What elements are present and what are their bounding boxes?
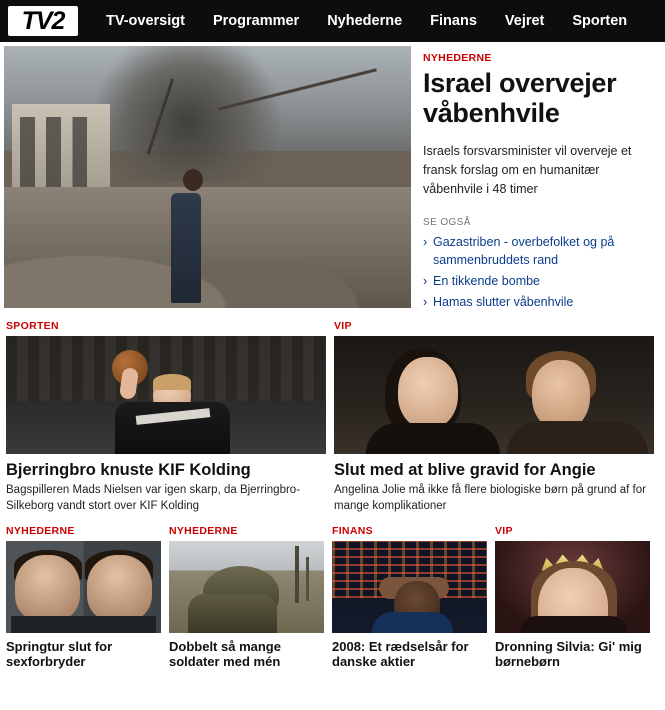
antenna-pole	[295, 546, 299, 603]
story-headline-1[interactable]: Springtur slut for sexforbryder	[6, 638, 113, 670]
tv2-logo[interactable]: TV2	[8, 6, 78, 36]
see-also-link-3[interactable]: › Hamas slutter våbenhvile	[423, 293, 657, 311]
story-kicker-4: VIP	[495, 524, 513, 537]
see-also-link-1[interactable]: › Gazastriben - overbefolket og på sammenbruddets rand	[423, 233, 657, 269]
story-kicker-2: NYHEDERNE	[169, 524, 238, 537]
story-card-soldater	[169, 525, 324, 670]
story-image-vip[interactable]	[334, 336, 654, 454]
story-kicker-vip: VIP	[334, 320, 352, 332]
story-image-sporten[interactable]	[6, 336, 326, 454]
stock-trader-artwork	[332, 541, 487, 633]
man-body	[507, 421, 648, 454]
story-card-silvia	[495, 525, 650, 670]
lead-summary: Israels forsvarsminister vil overveje et fransk forslag om en humanitær våbenhvile i 48 timer	[423, 144, 632, 196]
top-navigation-bar	[0, 0, 665, 42]
story-summary-vip: Angelina Jolie må ikke få flere biologiske børn på grund af for mange komplikationer	[334, 483, 646, 512]
handball-artwork	[6, 336, 326, 454]
story-card-sexforbryder	[6, 525, 161, 670]
see-also-link-2[interactable]: › En tikkende bombe	[423, 272, 657, 290]
lead-story-text	[411, 42, 665, 312]
mugshot-body-left	[11, 616, 85, 633]
story-headline-sporten[interactable]: Bjerringbro knuste KIF Kolding	[6, 461, 251, 479]
story-headline-vip[interactable]: Slut med at blive gravid for Angie	[334, 461, 596, 479]
antenna-pole-secondary	[306, 557, 309, 601]
story-headline-3[interactable]: 2008: Et rædselsår for danske aktier	[332, 638, 469, 670]
nav-item-nyhederne[interactable]: Nyhederne	[327, 13, 403, 29]
story-image-4[interactable]	[495, 541, 650, 633]
mugshot-body-right	[82, 616, 156, 633]
rubble-field	[4, 187, 411, 308]
player-hair	[153, 374, 191, 390]
lead-headline[interactable]: Israel overvejer våbenhvile	[423, 68, 617, 129]
boy-body	[171, 193, 201, 303]
see-also-label: SE OGSÅ	[423, 216, 471, 228]
story-image-2[interactable]	[169, 541, 324, 633]
lead-image-artwork	[4, 46, 411, 308]
vip-couple-artwork	[334, 336, 654, 454]
soldier-body	[188, 594, 278, 633]
queen-body	[520, 616, 629, 633]
see-also-list	[423, 233, 657, 312]
story-headline-4[interactable]: Dronning Silvia: Gi' mig børnebørn	[495, 638, 642, 670]
story-image-1[interactable]	[6, 541, 161, 633]
lead-story-image[interactable]	[4, 46, 411, 308]
woman-body	[366, 423, 500, 454]
story-image-3[interactable]	[332, 541, 487, 633]
story-card-sporten	[6, 320, 326, 515]
queen-artwork	[495, 541, 650, 633]
mugshot-artwork	[6, 541, 161, 633]
story-card-vip	[334, 320, 654, 515]
player-body	[115, 402, 230, 454]
story-summary-sporten: Bagspilleren Mads Nielsen var igen skarp, da Bjerringbro-Silkeborg vandt stort over KIF Kolding	[6, 483, 301, 512]
story-headline-2[interactable]: Dobbelt så mange soldater med mén	[169, 638, 281, 670]
mugshot-face-left	[15, 555, 80, 621]
nav-item-programmer[interactable]: Programmer	[212, 13, 300, 29]
secondary-stories	[0, 312, 665, 515]
soldier-artwork	[169, 541, 324, 633]
nav-item-vejret[interactable]: Vejret	[504, 13, 545, 29]
woman-face	[398, 357, 458, 429]
smoke-plume	[94, 46, 281, 182]
story-kicker-sporten: SPORTEN	[6, 320, 59, 332]
man-face	[532, 360, 590, 430]
tertiary-stories	[0, 515, 665, 670]
nav-item-tv-oversigt[interactable]: TV-oversigt	[106, 13, 185, 29]
story-card-aktier	[332, 525, 487, 670]
story-kicker-3: FINANS	[332, 524, 373, 537]
nav-item-finans[interactable]: Finans	[430, 13, 477, 29]
lead-story	[0, 42, 665, 312]
nav-item-sporten[interactable]: Sporten	[572, 13, 628, 29]
lead-kicker: NYHEDERNE	[423, 52, 492, 64]
mugshot-face-right	[87, 555, 152, 621]
story-kicker-1: NYHEDERNE	[6, 524, 75, 537]
trader-body	[372, 612, 453, 632]
